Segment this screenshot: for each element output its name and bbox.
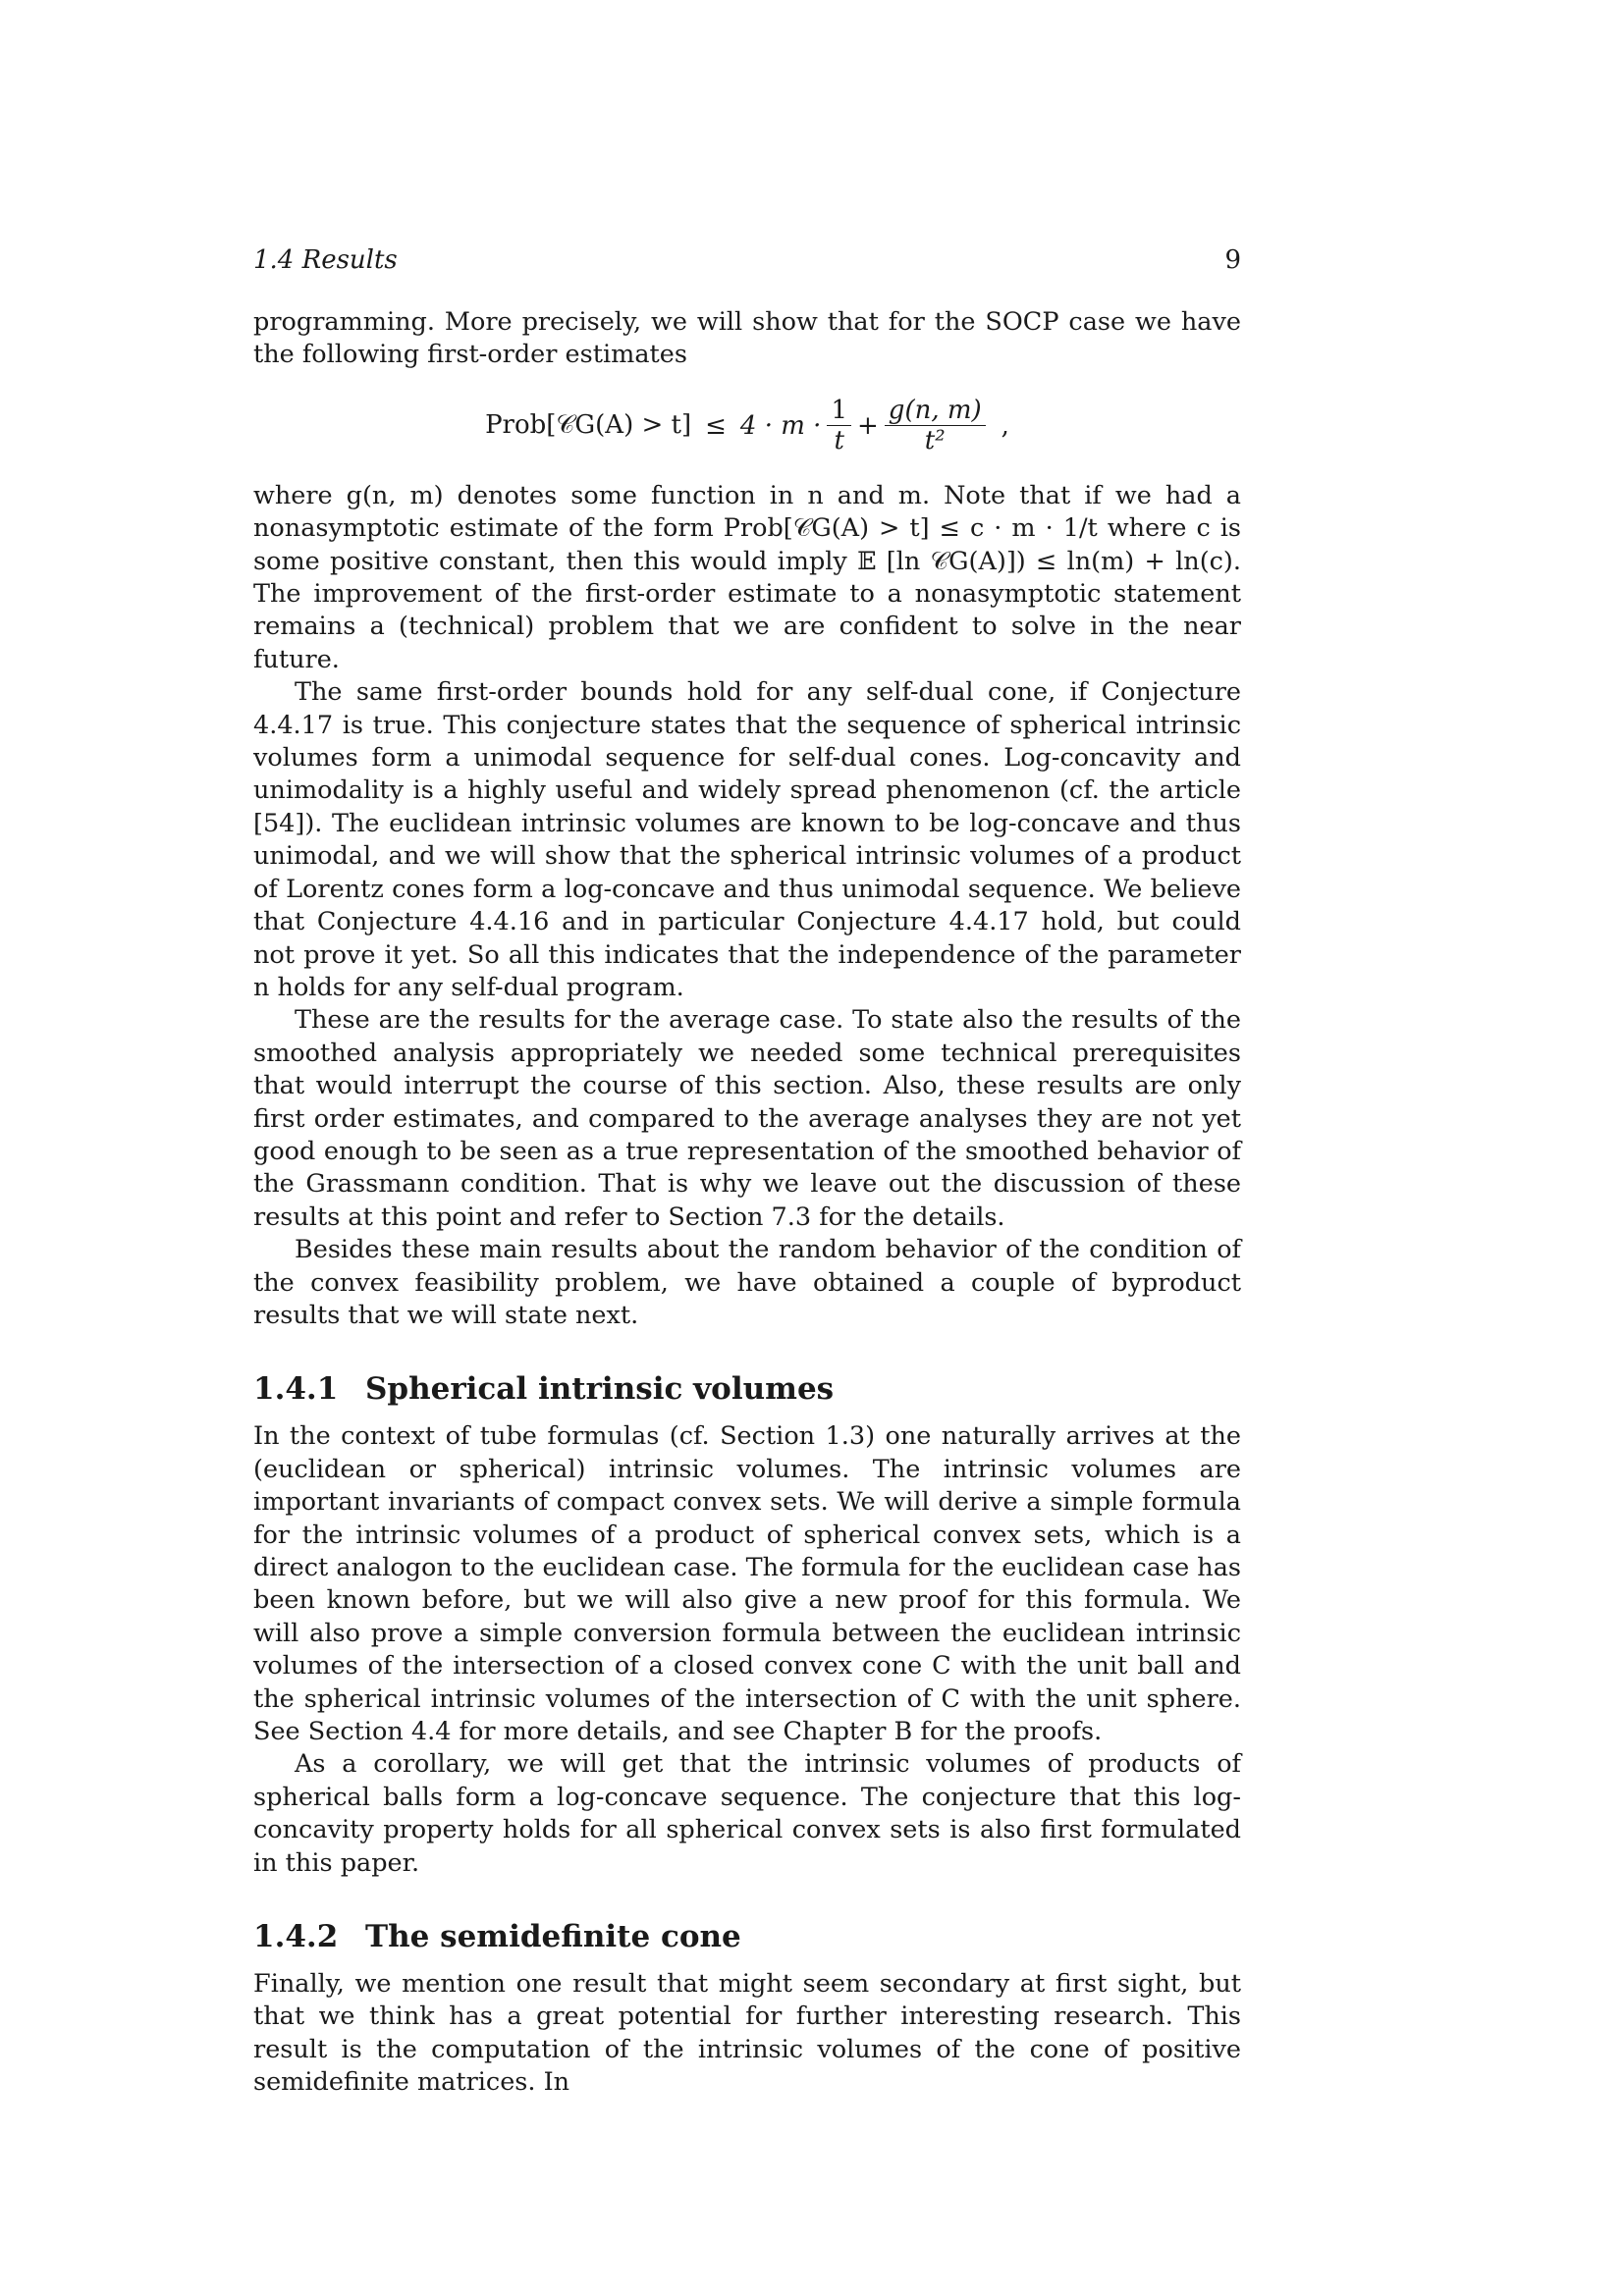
paragraph-5: In the context of tube formulas (cf. Section 1.3) one naturally arrives at the (euclidean or spherical) intrinsic volumes. The intrinsic volumes are important invariants of compact convex sets. We will derive a simple formula for the intrinsic volumes of a product of spherical convex sets, which is a direct analogon to the euclidean case. The formula for the euclidean case has been known before, but we will also give a new proof for this formula. We will also prove a simple conversion formula between the euclidean intrinsic volumes of the intersection of a closed convex cone C with the unit ball and the spherical intrinsic volumes of the intersection of C with the unit sphere. See Section 4.4 for more details, and see Chapter B for the proofs. bbox=[253, 1421, 1241, 1747]
paragraph-2: The same first-order bounds hold for any self-dual cone, if Conjecture 4.4.17 is true. This conjecture states that the sequence of spherical intrinsic volumes form a unimodal sequence for self-dual cones. Log-concavity and unimodality is a highly useful and widely spread phenomenon (cf. the article [54]). The euclidean intrinsic volumes are known to be log-concave and thus unimodal, and we will show that the spherical intrinsic volumes of a product of Lorentz cones form a log-concave and thus unimodal sequence. We believe that Conjecture 4.4.16 and in particular Conjecture 4.4.17 hold, but could not prove it yet. So all this indicates that the independence of the parameter n holds for any self-dual program. bbox=[253, 677, 1241, 1002]
paragraph-1: where g(n, m) denotes some function in n and m. Note that if we had a nonasymptotic estimate of the form Prob[𝒞G(A) > t] ≤ c · m · 1/t where c is some positive constant, then this would imply 𝔼 [ln 𝒞G(A)]) ≤ ln(m) + ln(c). The improvement of the first-order estimate to a nonasymptotic statement remains a (technical) problem that we are confident to solve in the near future. bbox=[253, 480, 1241, 674]
equation-plus: + bbox=[857, 410, 879, 441]
fraction-2-numerator: g(n, m) bbox=[885, 396, 986, 426]
running-head bbox=[253, 245, 1241, 285]
paragraph-0: programming. More precisely, we will show that for the SOCP case we have the following first-order estimates bbox=[253, 307, 1241, 370]
paragraph-6: As a corollary, we will get that the intrinsic volumes of products of spherical balls form a log-concave sequence. The conjecture that this log-concavity property holds for all spherical convex sets is also first formulated in this paper. bbox=[253, 1749, 1241, 1878]
page-number: 9 bbox=[1224, 245, 1241, 275]
paragraph-7: Finally, we mention one result that might seem secondary at first sight, but that we think has a great potential for further interesting research. This result is the computation of the intrinsic volumes of the cone of positive semidefinite matrices. In bbox=[253, 1969, 1241, 2098]
section-number: 1.4.1 bbox=[253, 1371, 339, 1408]
equation-lhs: Prob[𝒞G(A) > t] bbox=[485, 410, 692, 441]
display-equation bbox=[253, 372, 1241, 480]
section-heading-1-4-1 bbox=[253, 1371, 1241, 1407]
page bbox=[253, 245, 1241, 2100]
fraction-1-numerator: 1 bbox=[827, 396, 851, 426]
equation-trail: , bbox=[1001, 410, 1009, 441]
fraction-2-denominator: t² bbox=[924, 426, 946, 456]
fraction-1-denominator: t bbox=[834, 426, 844, 456]
paragraph-4: Besides these main results about the random behavior of the condition of the convex feasibility problem, we have obtained a couple of byproduct results that we will state next. bbox=[253, 1235, 1241, 1330]
section-heading-1-4-2 bbox=[253, 1919, 1241, 1954]
equation-coeff: 4 · m · bbox=[739, 410, 822, 441]
section-title: The semidefinite cone bbox=[365, 1919, 741, 1955]
section-title: Spherical intrinsic volumes bbox=[365, 1371, 835, 1408]
equation-relation: ≤ bbox=[705, 410, 727, 441]
running-head-section: 1.4 Results bbox=[253, 245, 398, 275]
equation-fraction-1 bbox=[827, 396, 851, 455]
section-number: 1.4.2 bbox=[253, 1919, 339, 1955]
paragraph-3: These are the results for the average case. To state also the results of the smoothed analysis appropriately we needed some technical prerequisites that would interrupt the course of this section. Also, these results are only first order estimates, and compared to the average analyses they are not yet good enough to be seen as a true representation of the smoothed behavior of the Grassmann condition. That is why we leave out the discussion of these results at this point and refer to Section 7.3 for the details. bbox=[253, 1005, 1241, 1232]
equation-fraction-2 bbox=[885, 396, 986, 455]
